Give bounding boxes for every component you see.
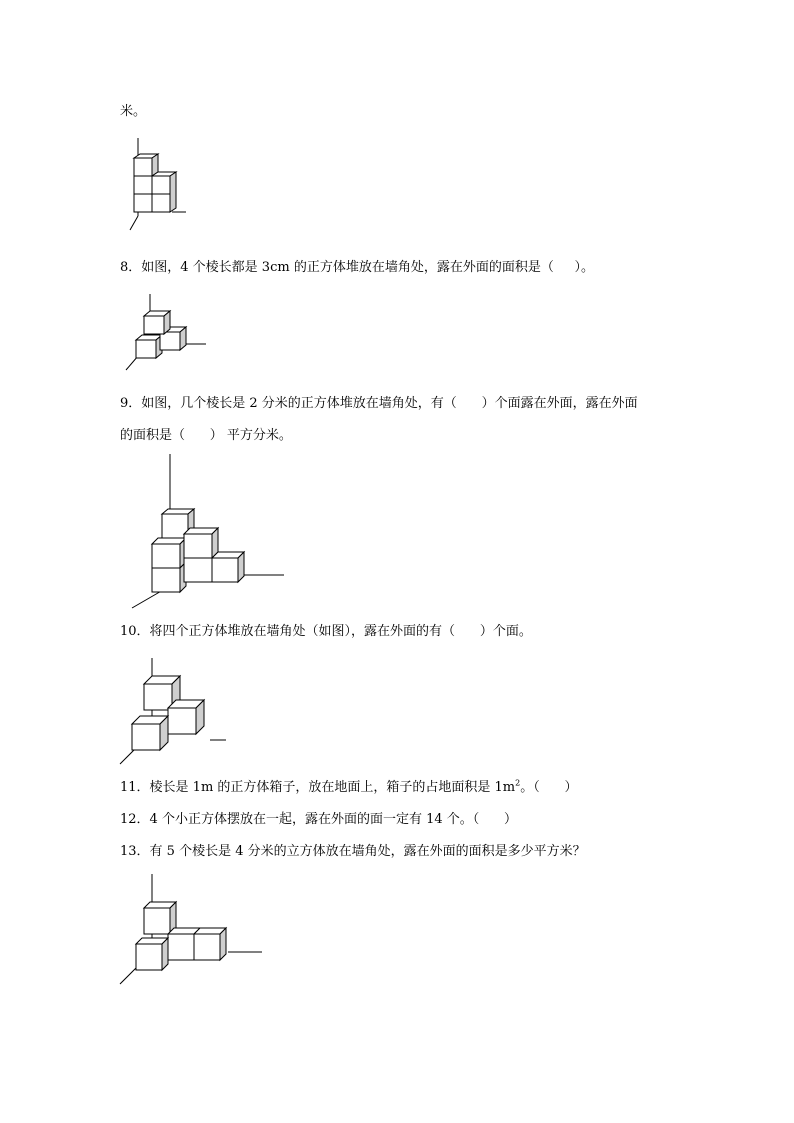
question-13: 13．有 5 个棱长是 4 分米的立方体放在墙角处，露在外面的面积是多少平方米？: [120, 844, 586, 859]
question-9-line-1: 9．如图，几个棱长是 2 分米的正方体堆放在墙角处，有（ ）个面露在外面，露在外面: [120, 396, 638, 411]
question-11: 11．棱长是 1m 的正方体箱子，放在地面上，箱子的占地面积是 $1m^2$。（ ）: [120, 778, 578, 795]
question-9-line-2: 的面积是（ ） 平方分米。: [120, 428, 292, 443]
figure-cube-stack-5: [118, 872, 266, 986]
figure-cube-stack-2: [124, 292, 208, 374]
text-line-continuation: 米。: [120, 104, 147, 119]
question-10: 10．将四个正方体堆放在墙角处（如图），露在外面的有（ ）个面。: [120, 624, 532, 639]
figure-cube-stack-1: [128, 136, 198, 234]
question-8: 8．如图，4 个棱长都是 3cm 的正方体堆放在墙角处，露在外面的面积是（ ）。: [120, 260, 594, 275]
figure-cube-stack-3: [130, 452, 288, 610]
question-12: 12．4 个小正方体摆放在一起，露在外面的面一定有 14 个。（ ）: [120, 812, 518, 827]
figure-cube-stack-4: [118, 656, 228, 766]
